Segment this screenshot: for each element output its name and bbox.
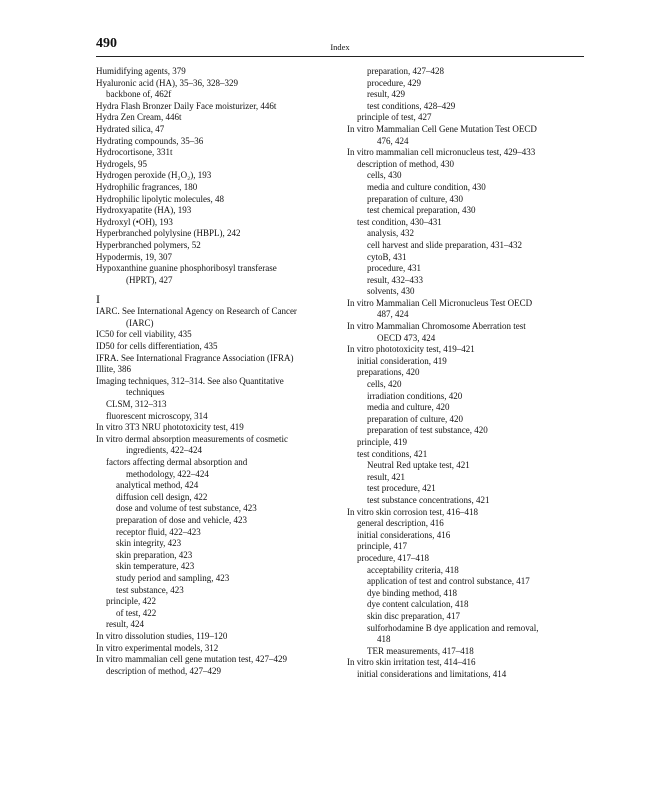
index-entry: procedure, 429 xyxy=(367,77,421,88)
index-entry: principle, 417 xyxy=(357,541,407,552)
index-entry: analysis, 432 xyxy=(367,228,414,239)
index-entry: 476, 424 xyxy=(377,135,409,146)
index-entry: description of method, 427–429 xyxy=(106,665,221,676)
index-entry: In vitro Mammalian Cell Micronucleus Test OECD xyxy=(347,297,533,308)
index-entry: Hydra Zen Cream, 446t xyxy=(96,112,182,123)
index-entry: (HPRT), 427 xyxy=(126,274,173,285)
index-entry: TER measurements, 417–418 xyxy=(367,645,474,656)
index-entry: initial considerations, 416 xyxy=(357,529,451,540)
index-entry: procedure, 431 xyxy=(367,263,421,274)
index-entry: In vitro Mammalian Cell Gene Mutation Test OECD xyxy=(347,123,537,134)
index-entry: In vitro skin corrosion test, 416–418 xyxy=(347,506,478,517)
index-entry: ID50 for cells differentiation, 435 xyxy=(96,341,218,352)
index-entry: Hyaluronic acid (HA), 35–36, 328–329 xyxy=(96,77,238,88)
index-entry: test substance concentrations, 421 xyxy=(367,494,490,505)
index-entry: ingredients, 422–424 xyxy=(126,445,202,456)
index-entry: result, 432–433 xyxy=(367,274,423,285)
index-entry: application of test and control substance, 417 xyxy=(367,576,530,587)
index-entry: of test, 422 xyxy=(116,607,157,618)
index-entry: principle, 422 xyxy=(106,596,156,607)
index-entry: dose and volume of test substance, 423 xyxy=(116,503,257,514)
index-entry: cells, 420 xyxy=(367,379,402,390)
index-entry: preparation of test substance, 420 xyxy=(367,425,488,436)
index-entry: test conditions, 428–429 xyxy=(367,100,456,111)
index-entry: study period and sampling, 423 xyxy=(116,572,230,583)
index-entry: result, 424 xyxy=(106,619,144,630)
index-entry: test condition, 430–431 xyxy=(357,216,442,227)
index-entry: preparation of culture, 430 xyxy=(367,193,463,204)
index-entry: fluorescent microscopy, 314 xyxy=(106,410,208,421)
index-entry: media and culture, 420 xyxy=(367,402,450,413)
index-entry: Hypodermis, 19, 307 xyxy=(96,251,172,262)
index-entry: Hydrocortisone, 331t xyxy=(96,147,173,158)
index-entry: skin integrity, 423 xyxy=(116,538,182,549)
index-entry: In vitro dissolution studies, 119–120 xyxy=(96,630,228,641)
index-entry: IARC. See International Agency on Research of Cancer xyxy=(96,306,297,317)
index-entry: test chemical preparation, 430 xyxy=(367,205,476,216)
index-entry: principle, 419 xyxy=(357,437,407,447)
index-entry: In vitro Mammalian Chromosome Aberration test xyxy=(347,321,526,332)
index-entry: skin preparation, 423 xyxy=(116,549,193,560)
index-entry: test substance, 423 xyxy=(116,584,184,595)
index-entry: Hydrogels, 95 xyxy=(96,158,147,169)
index-entry: procedure, 417–418 xyxy=(357,552,429,563)
index-entry: irradiation conditions, 420 xyxy=(367,390,463,401)
index-entry: cytoB, 431 xyxy=(367,251,407,262)
index-entry: factors affecting dermal absorption and xyxy=(106,457,248,467)
index-entry: preparation of dose and vehicle, 423 xyxy=(116,514,247,525)
index-entry: Hydrogen peroxide (H₂O₂), 193 xyxy=(96,170,212,181)
index-entry: media and culture condition, 430 xyxy=(367,181,486,192)
index-entry: OECD 473, 424 xyxy=(377,332,436,343)
index-entry: 418 xyxy=(377,634,391,645)
index-entry: skin temperature, 423 xyxy=(116,561,195,572)
index-column-right xyxy=(347,66,592,680)
running-head: Index xyxy=(330,42,350,52)
index-entry: Hyperbranched polymers, 52 xyxy=(96,239,201,250)
index-entry: Hydroxyl (•OH), 193 xyxy=(96,216,173,227)
index-entry: Humidifying agents, 379 xyxy=(96,66,186,76)
index-entry: dye content calculation, 418 xyxy=(367,599,469,610)
index-entry: description of method, 430 xyxy=(357,158,454,169)
header-rule xyxy=(96,56,584,57)
page-number: 490 xyxy=(96,36,117,51)
index-entry: IC50 for cell viability, 435 xyxy=(96,329,192,340)
index-entry: (IARC) xyxy=(126,317,154,328)
index-entry: principle of test, 427 xyxy=(357,112,432,123)
index-entry: preparation, 427–428 xyxy=(367,66,444,76)
index-entry: dye binding method, 418 xyxy=(367,587,457,598)
index-entry: methodology, 422–424 xyxy=(126,468,209,479)
index-entry: backbone of, 462f xyxy=(106,89,172,100)
index-entry: Imaging techniques, 312–314. See also Quantitative xyxy=(96,375,284,386)
index-entry: IFRA. See International Fragrance Association (IFRA) xyxy=(96,352,294,363)
index-entry: Neutral Red uptake test, 421 xyxy=(367,460,470,471)
index-entry: preparation of culture, 420 xyxy=(367,413,463,424)
index-entry: acceptability criteria, 418 xyxy=(367,564,459,575)
index-entry: test conditions, 421 xyxy=(357,448,428,459)
index-entry: result, 429 xyxy=(367,89,405,100)
index-entry: In vitro experimental models, 312 xyxy=(96,642,219,653)
index-entry: Hyperbranched polylysine (HBPL), 242 xyxy=(96,228,241,239)
index-entry: general description, 416 xyxy=(357,518,444,529)
index-entry: preparations, 420 xyxy=(357,367,420,378)
index-entry: initial consideration, 419 xyxy=(357,355,447,366)
index-entry: Hydrating compounds, 35–36 xyxy=(96,135,204,146)
index-entry: result, 421 xyxy=(367,471,405,482)
index-entry: cells, 430 xyxy=(367,170,402,181)
index-entry: Hypoxanthine guanine phosphoribosyl transferase xyxy=(96,263,277,274)
index-entry: Hydrated silica, 47 xyxy=(96,123,165,134)
index-entry: In vitro mammalian cell gene mutation test, 427–429 xyxy=(96,654,287,665)
index-entry: solvents, 430 xyxy=(367,286,415,297)
index-entry: techniques xyxy=(126,387,165,398)
index-column-left xyxy=(96,66,336,677)
index-entry: In vitro phototoxicity test, 419–421 xyxy=(347,344,475,355)
index-entry: Illite, 386 xyxy=(96,364,131,375)
index-entry: receptor fluid, 422–423 xyxy=(116,526,201,537)
index-entry: cell harvest and slide preparation, 431–432 xyxy=(367,239,522,250)
index-entry: Hydroxyapatite (HA), 193 xyxy=(96,205,192,216)
index-entry: Hydrophilic fragrances, 180 xyxy=(96,181,198,192)
index-entry: CLSM, 312–313 xyxy=(106,399,167,410)
index-entry: skin disc preparation, 417 xyxy=(367,610,460,621)
index-entry: Hydra Flash Bronzer Daily Face moisturizer, 446t xyxy=(96,100,277,111)
index-entry: 487, 424 xyxy=(377,309,409,320)
index-entry: test procedure, 421 xyxy=(367,483,436,494)
index-entry: In vitro dermal absorption measurements of cosmetic xyxy=(96,433,288,444)
index-entry: In vitro skin irritation test, 414–416 xyxy=(347,657,476,668)
index-entry: sulforhodamine B dye application and removal, xyxy=(367,622,539,633)
index-entry: analytical method, 424 xyxy=(116,480,199,491)
index-entry: In vitro mammalian cell micronucleus test, 429–433 xyxy=(347,147,536,158)
index-entry: diffusion cell design, 422 xyxy=(116,491,208,502)
index-entry: In vitro 3T3 NRU phototoxicity test, 419 xyxy=(96,422,244,433)
index-entry: initial considerations and limitations, 414 xyxy=(357,668,507,679)
index-section-letter: I xyxy=(96,292,100,307)
index-entry: Hydrophilic lipolytic molecules, 48 xyxy=(96,193,224,204)
